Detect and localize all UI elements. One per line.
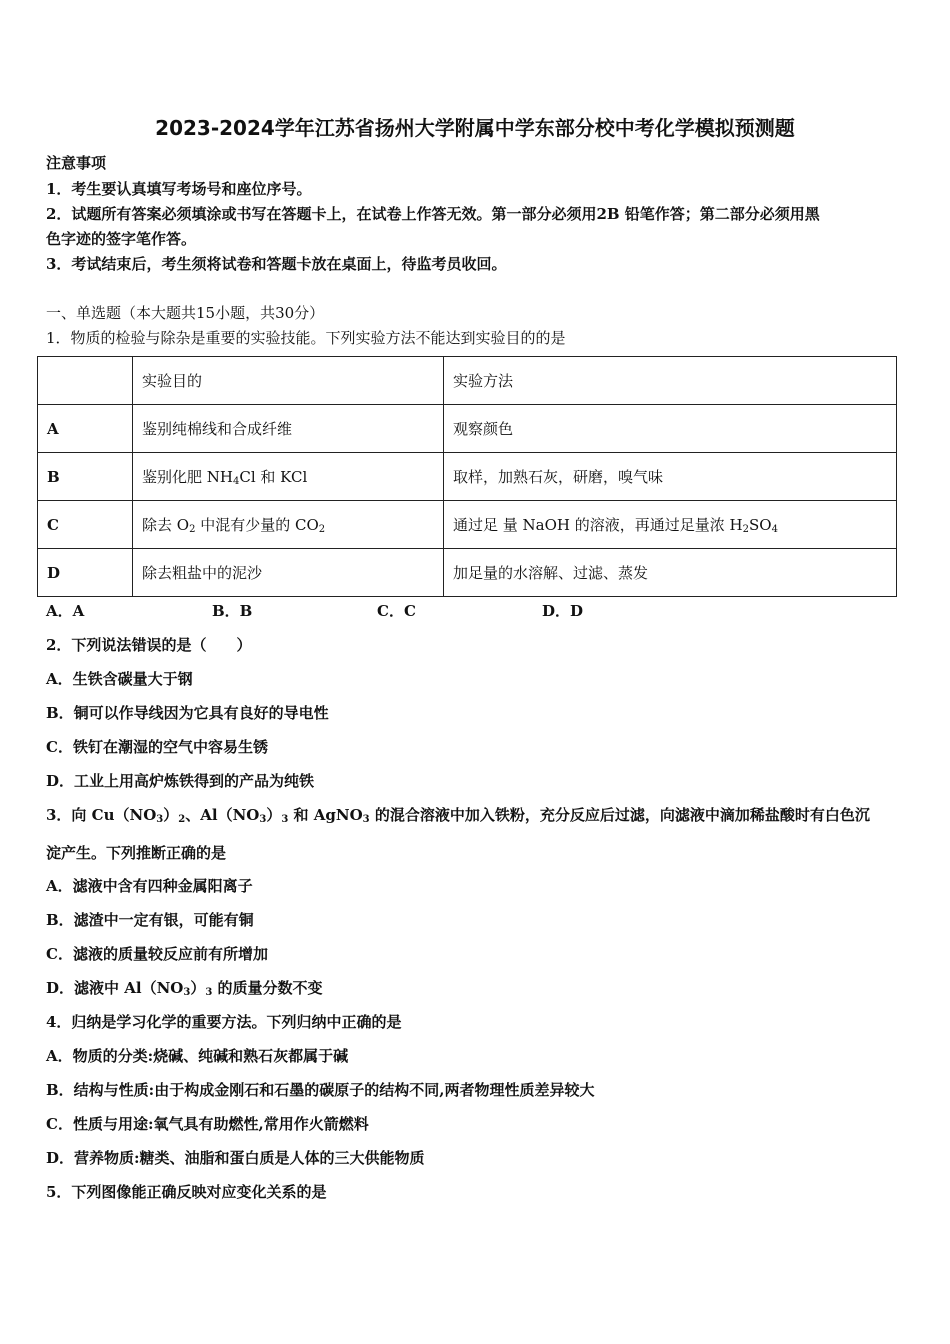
row-label: C (38, 501, 133, 549)
table-header-row (38, 357, 897, 405)
subscript: 2 (318, 524, 326, 535)
q1-option-d: D．D (542, 602, 584, 620)
q2-option-c: C．铁钉在潮湿的空气中容易生锈 (46, 738, 268, 756)
q3-stem-text: 的混合溶液中加入铁粉，充分反应后过滤，向滤液中滴加稀盐酸时有白色沉 (369, 806, 870, 824)
q3-option-d-text: ） (190, 979, 206, 997)
table-header-cell: 实验目的 (133, 357, 444, 405)
q4-option-d: D．营养物质:糖类、油脂和蛋白质是人体的三大供能物质 (46, 1149, 425, 1167)
q3-option-d-text: 的质量分数不变 (212, 979, 323, 997)
q1-option-a: A．A (46, 602, 85, 620)
notice-item-3: 3．考试结束后，考生须将试卷和答题卡放在桌面上，待监考员收回。 (46, 255, 507, 273)
q4-option-c: C．性质与用途:氧气具有助燃性,常用作火箭燃料 (46, 1115, 369, 1133)
section-heading: 一、单选题（本大题共15小题，共30分） (46, 304, 325, 322)
row-purpose-text: Cl 和 KCl (239, 468, 308, 486)
table-row (38, 405, 897, 453)
q3-option-d-text: D．滤液中 Al（NO (46, 979, 184, 997)
q3-stem-text: ） (163, 806, 179, 824)
q4-option-b: B．结构与性质:由于构成金刚石和石墨的碳原子的结构不同,两者物理性质差异较大 (46, 1081, 595, 1099)
experiment-table (37, 356, 897, 597)
subscript: 2 (742, 524, 749, 535)
subscript: 3 (281, 814, 289, 825)
q3-stem-text: 3．向 Cu（NO (46, 806, 157, 824)
subscript: 3 (362, 814, 370, 825)
notice-item-1: 1．考生要认真填写考场号和座位序号。 (46, 180, 312, 198)
q3-stem-text: 和 AgNO (288, 806, 363, 824)
q3-option-c: C．滤液的质量较反应前有所增加 (46, 945, 268, 963)
q2-option-d: D．工业上用高炉炼铁得到的产品为纯铁 (46, 772, 315, 790)
question-4-stem: 4．归纳是学习化学的重要方法。下列归纳中正确的是 (46, 1013, 402, 1031)
q3-option-b: B．滤渣中一定有银，可能有铜 (46, 911, 254, 929)
row-label: A (38, 405, 133, 453)
table-header-cell: 实验方法 (444, 357, 897, 405)
question-2-stem: 2．下列说法错误的是（ ） (46, 636, 252, 654)
subscript: 3 (183, 987, 191, 998)
row-method-text: SO (748, 516, 772, 534)
notice-item-2: 2．试题所有答案必须填涂或书写在答题卡上，在试卷上作答无效。第一部分必须用2B 铅笔作答；第二部分必须用黑 (46, 205, 820, 223)
row-purpose (133, 501, 444, 549)
q2-option-b: B．铜可以作导线因为它具有良好的导电性 (46, 704, 329, 722)
table-row (38, 549, 897, 597)
notice-heading: 注意事项 (46, 154, 107, 172)
q4-option-a: A．物质的分类:烧碱、纯碱和熟石灰都属于碱 (46, 1047, 349, 1065)
table-row (38, 453, 897, 501)
page-title: 2023-2024学年江苏省扬州大学附属中学东部分校中考化学模拟预测题 (155, 116, 795, 140)
subscript: 4 (771, 524, 778, 535)
row-purpose (133, 453, 444, 501)
row-purpose-text: 除去 O (142, 516, 190, 534)
row-method: 观察颜色 (444, 405, 897, 453)
q1-option-c: C．C (377, 602, 416, 620)
row-purpose-text: 鉴别化肥 NH (142, 468, 233, 486)
q3-stem-text: 、Al（NO (185, 806, 260, 824)
row-label: B (38, 453, 133, 501)
table-header-cell (38, 357, 133, 405)
subscript: 2 (178, 814, 186, 825)
subscript: 3 (259, 814, 267, 825)
row-purpose: 除去粗盐中的泥沙 (133, 549, 444, 597)
table-row (38, 501, 897, 549)
row-purpose: 鉴别纯棉线和合成纤维 (133, 405, 444, 453)
question-3-stem-cont: 淀产生。下列推断正确的是 (46, 844, 227, 862)
q2-option-a: A．生铁含碳量大于钢 (46, 670, 193, 688)
q3-option-d (46, 977, 323, 998)
question-5-stem: 5．下列图像能正确反映对应变化关系的是 (46, 1183, 327, 1201)
row-method (444, 501, 897, 549)
subscript: 4 (232, 476, 240, 487)
row-label: D (38, 549, 133, 597)
q1-option-b: B．B (212, 602, 253, 620)
row-method: 加足量的水溶解、过滤、蒸发 (444, 549, 897, 597)
question-1-stem: 1．物质的检验与除杂是重要的实验技能。下列实验方法不能达到实验目的的是 (46, 329, 566, 347)
row-method: 取样，加熟石灰，研磨，嗅气味 (444, 453, 897, 501)
q3-stem-text: ） (266, 806, 282, 824)
q3-option-a: A．滤液中含有四种金属阳离子 (46, 877, 253, 895)
subscript: 3 (205, 987, 213, 998)
row-purpose-text: 中混有少量的 CO (195, 516, 319, 534)
subscript: 2 (189, 524, 196, 535)
question-3-stem (46, 804, 870, 825)
subscript: 3 (156, 814, 164, 825)
notice-item-2-cont: 色字迹的签字笔作答。 (46, 230, 197, 248)
row-method-text: 通过足 量 NaOH 的溶液，再通过足量浓 H (453, 516, 743, 534)
